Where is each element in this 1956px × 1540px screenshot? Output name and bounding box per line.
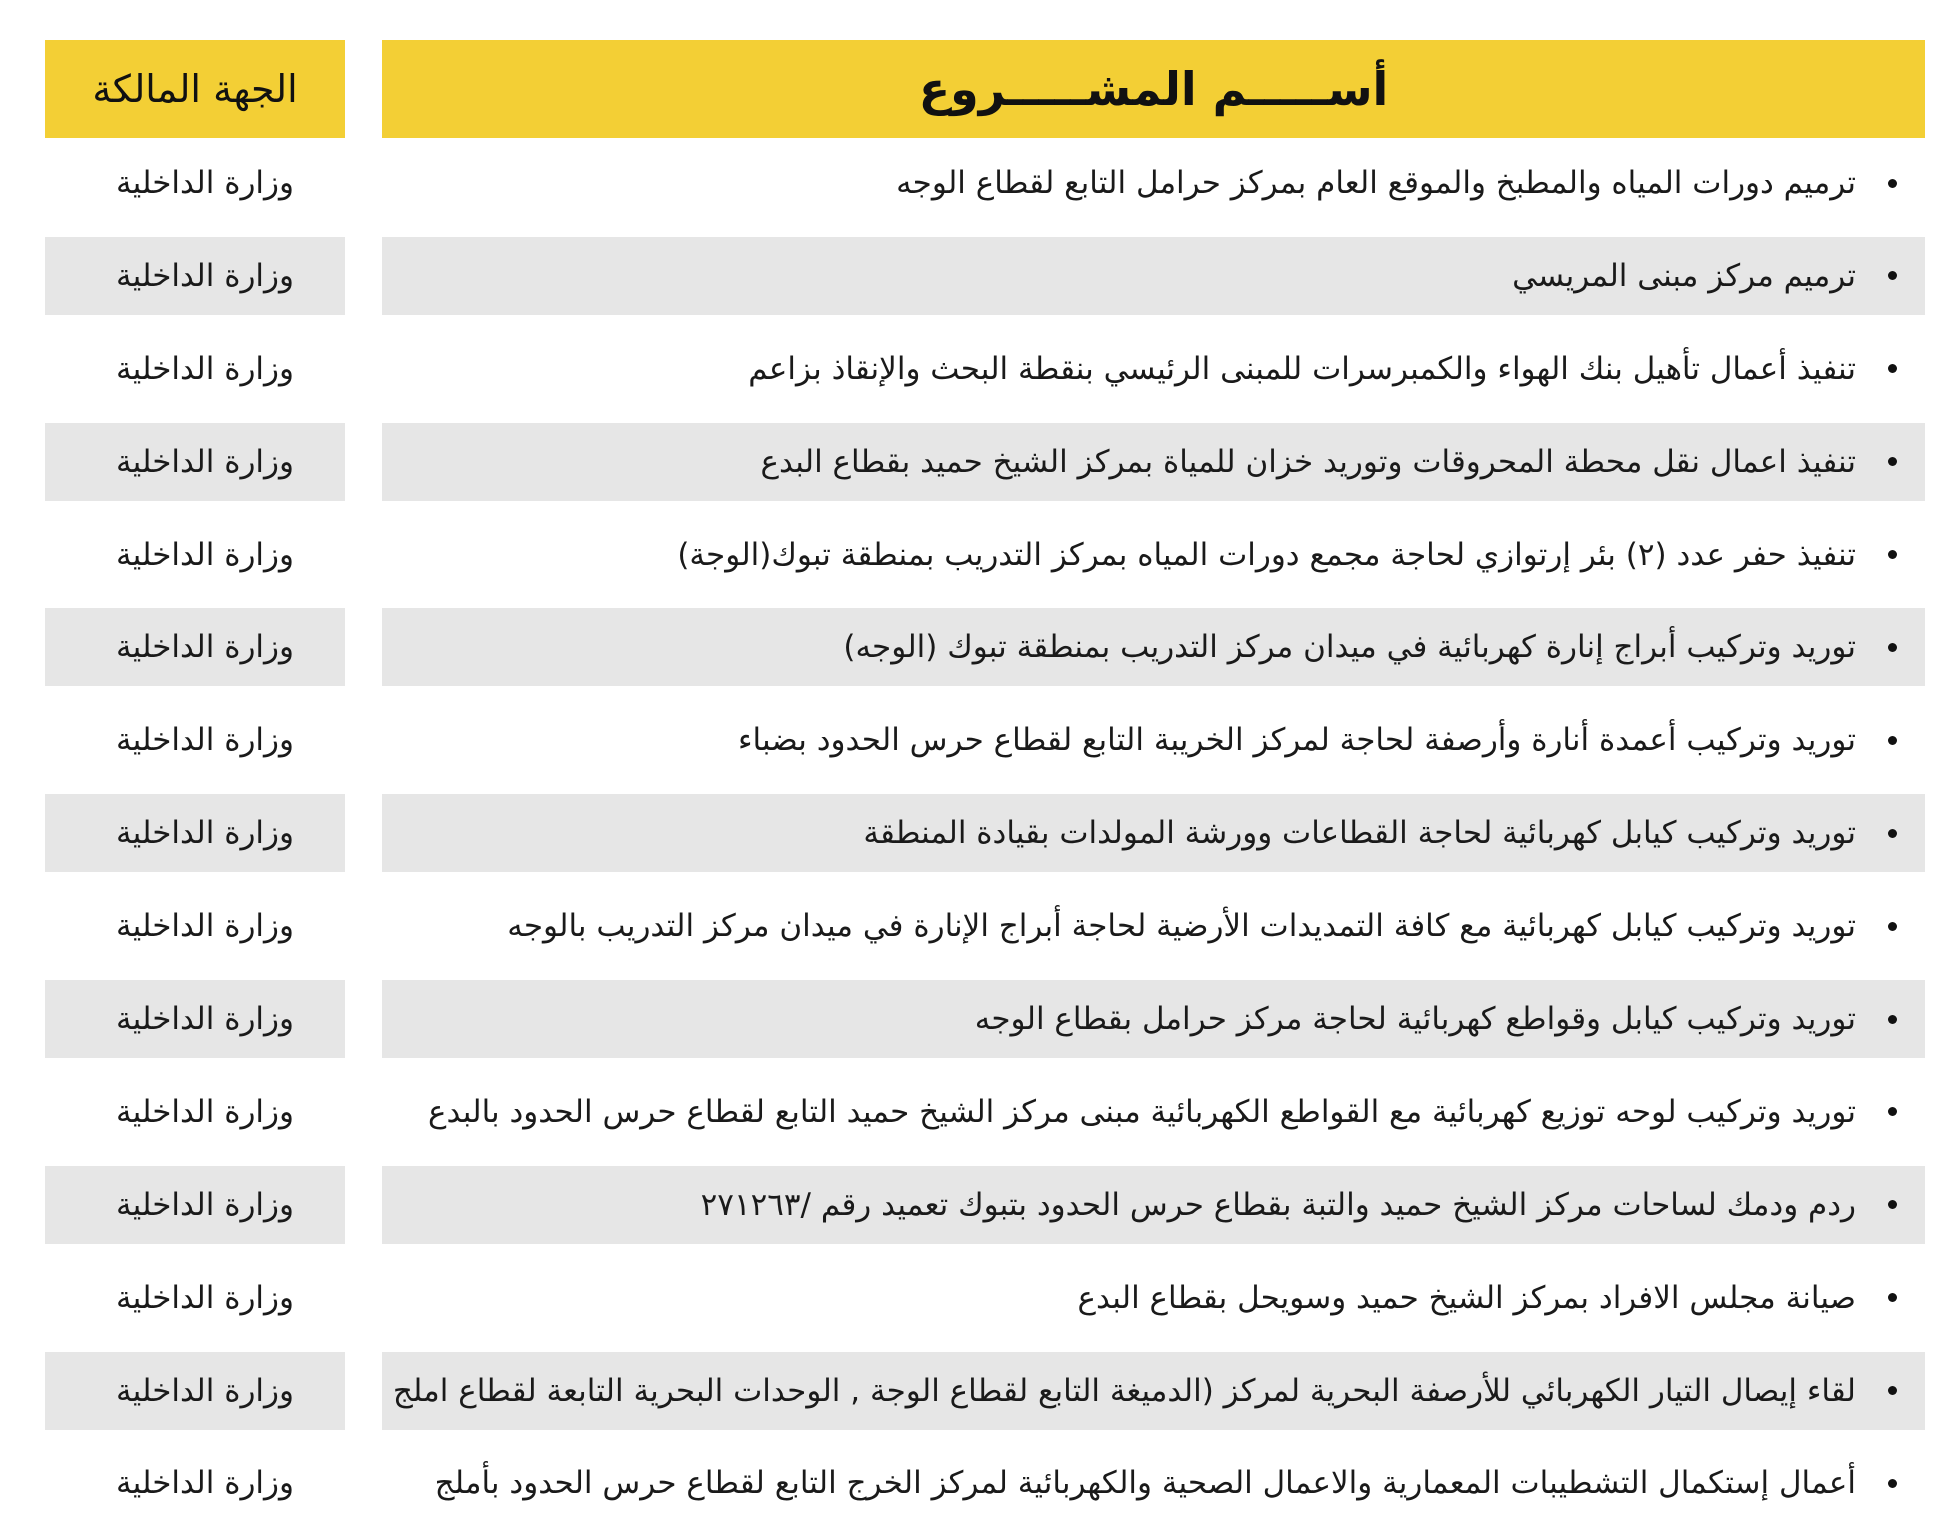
- project-cell: [382, 237, 1925, 315]
- project-name: صيانة مجلس الافراد بمركز الشيخ حميد وسويحل بقطاع البدع: [1077, 1279, 1856, 1316]
- project-name: ردم ودمك لساحات مركز الشيخ حميد والتبة بقطاع حرس الحدود بتبوك تعميد رقم /٢٧١٢٦٣: [700, 1186, 1856, 1223]
- table-row: [45, 602, 1925, 695]
- project-name: توريد وتركيب أبراج إنارة كهربائية في ميدان مركز التدريب بمنطقة تبوك (الوجه): [843, 629, 1856, 666]
- project-cell: [382, 794, 1925, 872]
- table-row: [45, 881, 1925, 974]
- bullet-icon: [1888, 1386, 1897, 1395]
- table-row: [45, 138, 1925, 231]
- owner-cell: وزارة الداخلية: [45, 1166, 345, 1244]
- project-cell: [382, 330, 1925, 408]
- project-cell: [382, 1352, 1925, 1430]
- project-name: توريد وتركيب كيابل كهربائية مع كافة التمديدات الأرضية لحاجة أبراج الإنارة في ميدان مركز التدريب بالوجه: [507, 908, 1856, 945]
- bullet-icon: [1888, 1015, 1897, 1024]
- bullet-icon: [1888, 922, 1897, 931]
- bullet-icon: [1888, 271, 1897, 280]
- owner-cell: وزارة الداخلية: [116, 908, 294, 945]
- owner-cell: وزارة الداخلية: [116, 1279, 294, 1316]
- owner-cell: وزارة الداخلية: [116, 536, 294, 573]
- bullet-icon: [1888, 457, 1897, 466]
- owner-cell: وزارة الداخلية: [45, 794, 345, 872]
- project-name: توريد وتركيب أعمدة أنارة وأرصفة لحاجة لمركز الخريبة التابع لقطاع حرس الحدود بضباء: [737, 722, 1856, 759]
- project-name: تنفيذ حفر عدد (٢) بئر إرتوازي لحاجة مجمع دورات المياه بمركز التدريب بمنطقة تبوك(الوجة): [677, 536, 1856, 573]
- bullet-icon: [1888, 829, 1897, 838]
- table-row: [45, 231, 1925, 324]
- table-row: [45, 1160, 1925, 1253]
- owner-cell: وزارة الداخلية: [45, 1352, 345, 1430]
- table-body: [45, 138, 1925, 1531]
- bullet-icon: [1888, 736, 1897, 745]
- project-cell: [382, 1073, 1925, 1151]
- project-cell: [382, 1166, 1925, 1244]
- project-name: ترميم دورات المياه والمطبخ والموقع العام بمركز حرامل التابع لقطاع الوجه: [896, 165, 1856, 201]
- table-header: [45, 40, 1925, 138]
- project-cell: [382, 980, 1925, 1058]
- bullet-icon: [1888, 1200, 1897, 1209]
- project-cell: [382, 608, 1925, 686]
- project-name: توريد وتركيب كيابل كهربائية لحاجة القطاعات وورشة المولدات بقيادة المنطقة: [863, 815, 1856, 852]
- project-name: أعمال إستكمال التشطيبات المعمارية والاعمال الصحية والكهربائية لمركز الخرج التابع لقطاع حرس الحدود بأملج: [434, 1465, 1856, 1502]
- table-row: [45, 324, 1925, 417]
- table-row: [45, 510, 1925, 603]
- owner-cell: وزارة الداخلية: [45, 423, 345, 501]
- bullet-icon: [1888, 179, 1897, 188]
- project-cell: [382, 1259, 1925, 1337]
- bullet-icon: [1888, 1293, 1897, 1302]
- project-name: ترميم مركز مبنى المريسي: [1512, 257, 1856, 294]
- bullet-icon: [1888, 1107, 1897, 1116]
- table-row: [45, 1346, 1925, 1439]
- owner-cell: وزارة الداخلية: [45, 980, 345, 1058]
- owner-cell: وزارة الداخلية: [45, 237, 345, 315]
- project-cell: [382, 1444, 1925, 1522]
- table-row: [45, 974, 1925, 1067]
- project-cell: [382, 887, 1925, 965]
- project-cell: [382, 701, 1925, 779]
- project-name: توريد وتركيب لوحه توزيع كهربائية مع القواطع الكهربائية مبنى مركز الشيخ حميد التابع لقطاع حرس الحدود بالبدع: [428, 1093, 1856, 1130]
- bullet-icon: [1888, 364, 1897, 373]
- table-row: [45, 695, 1925, 788]
- project-cell: [382, 144, 1925, 222]
- owner-cell: وزارة الداخلية: [116, 350, 294, 387]
- projects-table: [45, 40, 1925, 1502]
- project-cell: [382, 423, 1925, 501]
- table-row: [45, 788, 1925, 881]
- owner-cell: وزارة الداخلية: [116, 1093, 294, 1130]
- owner-cell: وزارة الداخلية: [116, 722, 294, 759]
- owner-column-header: الجهة المالكة: [45, 40, 345, 138]
- owner-cell: وزارة الداخلية: [116, 1465, 294, 1502]
- table-row: [45, 1253, 1925, 1346]
- project-column-header: أســـــم المشـــــروع: [382, 40, 1925, 138]
- owner-cell: وزارة الداخلية: [116, 165, 294, 201]
- project-cell: [382, 516, 1925, 594]
- project-name: تنفيذ أعمال تأهيل بنك الهواء والكمبرسرات للمبنى الرئيسي بنقطة البحث والإنقاذ بزاعم: [748, 350, 1856, 387]
- bullet-icon: [1888, 1479, 1897, 1488]
- bullet-icon: [1888, 643, 1897, 652]
- project-name: تنفيذ اعمال نقل محطة المحروقات وتوريد خزان للمياة بمركز الشيخ حميد بقطاع البدع: [760, 443, 1856, 480]
- bullet-icon: [1888, 550, 1897, 559]
- owner-cell: وزارة الداخلية: [45, 608, 345, 686]
- project-name: لقاء إيصال التيار الكهربائي للأرصفة البحرية لمركز (الدميغة التابع لقطاع الوجة , الوحدات البحرية التابعة لقطاع املج: [392, 1372, 1856, 1409]
- table-row: [45, 1438, 1925, 1531]
- table-row: [45, 417, 1925, 510]
- project-name: توريد وتركيب كيابل وقواطع كهربائية لحاجة مركز حرامل بقطاع الوجه: [974, 1001, 1856, 1038]
- table-row: [45, 1067, 1925, 1160]
